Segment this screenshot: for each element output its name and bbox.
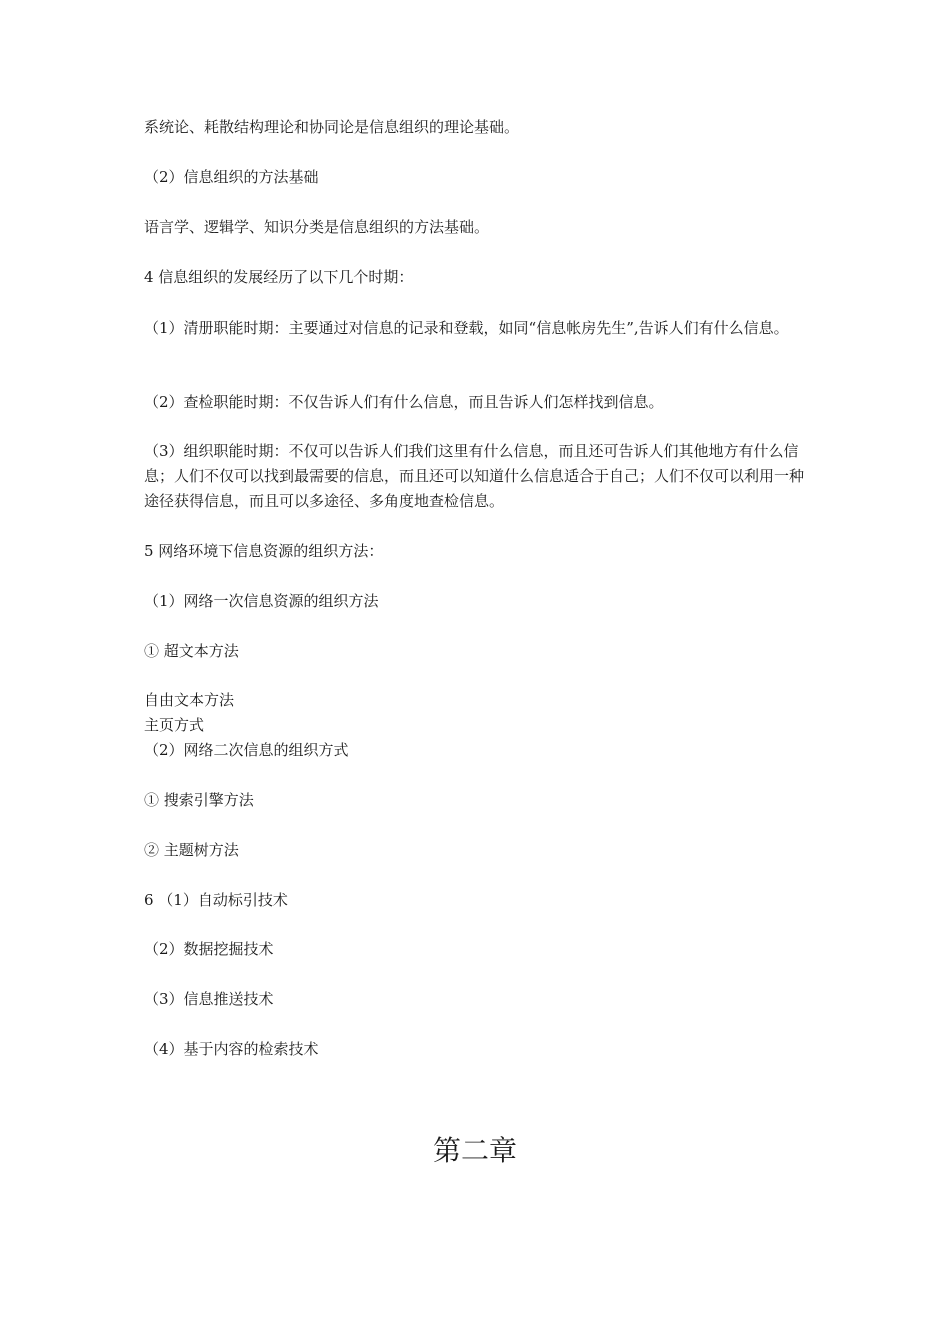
paragraph-check-period: （2）查检职能时期：不仅告诉人们有什么信息，而且告诉人们怎样找到信息。 [144,393,664,411]
subheading-secondary-info: （2）网络二次信息的组织方式 [144,741,349,759]
list-item-content-retrieval: （4）基于内容的检索技术 [144,1040,319,1058]
subheading-method-basis: （2）信息组织的方法基础 [144,168,319,186]
list-item-data-mining: （2）数据挖掘技术 [144,940,274,958]
list-item-free-text: 自由文本方法 [144,691,235,709]
heading-development-periods: 4 信息组织的发展经历了以下几个时期： [144,268,414,286]
list-item-search-engine: ① 搜索引擎方法 [144,791,254,809]
list-item-info-push: （3）信息推送技术 [144,990,274,1008]
paragraph-organize-period: （3）组织职能时期：不仅可以告诉人们我们这里有什么信息，而且还可告诉人们其他地方有什么信息；人们不仅可以找到最需要的信息，而且还可以知道什么信息适合于自己；人们不仅可以利用一种途径获得信息，而且可以多途径、多角度地查检信息。 [144,442,805,510]
paragraph-method-basis: 语言学、逻辑学、知识分类是信息组织的方法基础。 [144,218,490,236]
subheading-primary-info: （1）网络一次信息资源的组织方法 [144,592,379,610]
paragraph-theory-basis: 系统论、耗散结构理论和协同论是信息组织的理论基础。 [144,118,520,136]
list-item-hypertext: ① 超文本方法 [144,642,239,660]
chapter-title: 第二章 [432,1134,517,1167]
list-item-subject-tree: ② 主题树方法 [144,841,239,859]
paragraph-register-period: （1）清册职能时期：主要通过对信息的记录和登载，如同“信息帐房先生”,告诉人们有什么信息。 [144,319,789,337]
list-item-auto-indexing: 6 （1）自动标引技术 [144,891,288,909]
heading-network-methods: 5 网络环境下信息资源的组织方法： [144,542,384,560]
list-item-homepage: 主页方式 [144,716,205,734]
